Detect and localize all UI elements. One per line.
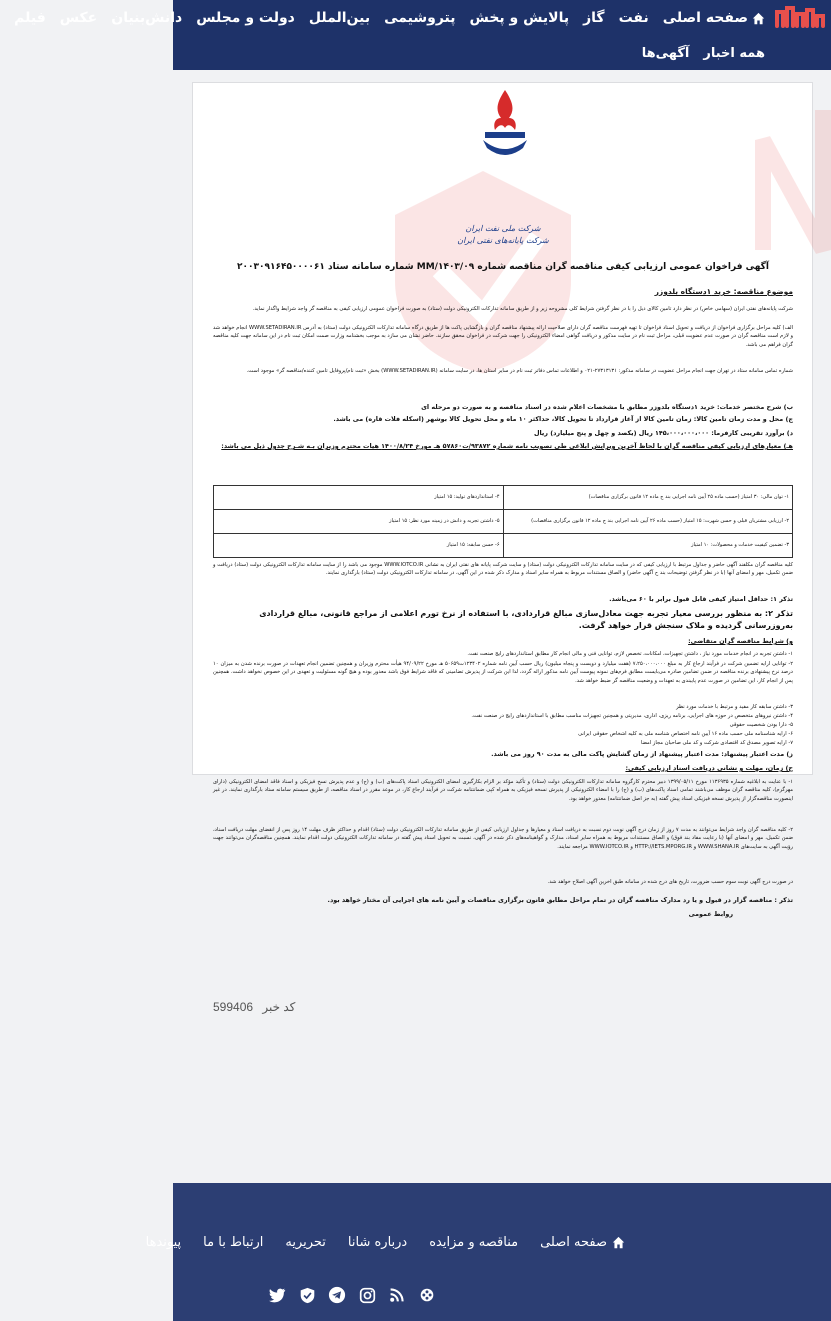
nav-gas[interactable]: گاز [583,10,605,26]
notice-he-2: ۲- کلیه مناقصه گران واجد شرایط می‌توانند به مدت ۷ روز از زمان درج آگهی نوبت دوم نسبت به دریافت اسناد و معیارها و جداول ارزیابی کیفی از طریق سامانه تدارکات الکترونیکی دولت (ستاد) اقدام و حداکثر ظرف مهلت ۱۴ روز پس از انقضای مهلت دریافت اسناد، ضمن تکمیل، مهر و امضای آنها (با رعایت مفاد بند فوق) و الصاق مستندات مربوط به همراه سایر اسناد، مدارک و گواهینامه‌های ذکر شده در آگهی، نسبت به تحویل اسناد پیش گفته در سامانه تدارکات الکترونیکی دولت اقدام نمایند. همچنین مناقصه‌گران می‌توانند جهت رؤیت آگهی به سایت‌های WWW.SHANA.IR و HTTP://IETS.MPORG.IR و WWW.IOTCO.IR مراجعه نمایند. [213,827,793,850]
notice-he-1: ۱- با عنایت به ابلاغیه شماره ۱۱۳۶۹۳۵ مورخ ۱۳۹۹/۰۵/۱۱ دبیر محترم کارگروه سامانه تدارکات الکترونیکی دولت (ستاد) و تأکید مؤکد بر الزام بکارگیری امضای الکترونیکی اسناد پاکت‌های (ب) و (ج) و عدم پذیرش نسخ فیزیکی و اسناد فاقد امضای الکترونیکی (دارای مهرگرم)، کلیه مناقصه گران موظف می‌باشند تمامی اسناد پاکت‌های (ب) و (ج) را با امضاء الکترونیکی از پذیرش نسخه فیزیکی به همراه کپی ضمانتنامه شرکت در فرآیند ارجاع کار، در موعد مقرر در اسناد مناقصه، از طریق سیستم سامانه ستاد بارگذاری نمایند. در غیر اینصورت مناقصه‌گزار از پذیرش نسخه فیزیکی اسناد پیش گفته (به جز اصل ضمانتنامه) معذور خواهد بود. [213,779,794,802]
footer-links [124,1231,831,1253]
table-cell: ۲- ارزیابی مشتریان قبلی و حسن شهرت: ۱۵ امتیاز (حسب ماده ۲۶ آیین نامه اجرایی بند ج ماده ۱۲ قانون برگزاری مناقصات) [503,510,793,534]
notice-section-he: ح) زمان، مهلت و نشانی دریافت اسناد ارزیابی کیفی: [625,764,793,772]
telegram-icon[interactable] [325,1283,349,1307]
notice-line-jim: ج) محل و مدت زمان تامین کالا: زمان تامین کالا از آغاز قرارداد تا تحویل کالا، حداکثر ۱۰ ماه و محل تحویل کالا بوشهر (اسکله فلات قاره) می باشد. [333,415,793,423]
notice-he-3: در صورت درج آگهی نوبت سوم حسب ضرورت، تاریخ های درج شده در سامانه طبق اخرین آگهی اصلاح خواهد شد. [547,879,793,885]
nav-petrochemical[interactable]: پتروشیمی [384,10,456,26]
footer-link-tenders[interactable]: مناقصه و مزایده [429,1234,519,1250]
footer-link-home[interactable]: صفحه اصلی [540,1235,625,1250]
home-icon [752,12,765,25]
site-header [14,0,831,70]
nav-international[interactable]: بین‌الملل [308,10,371,26]
notice-cond-1: ۱- داشتن تجربه در انجام خدمات مورد نیاز ، داشتن تجهیزات، امکانات، تخصص لازم، توانایی فنی و مالی انجام کار مطابق استانداردهای رایج صنعت نفت. [467,651,793,657]
table-cell: ۵- داشتن تجربه و دانش در زمینه مورد نظر: ۱۵ امتیاز [214,510,504,534]
notice-title: آگهی فراخوان عمومی ارزیابی کیفی مناقصه گران مناقصه شماره ۱۴۰۳/۰۹/MM شماره سامانه ستاد ۲۰۰۳۰۹۱۶۴۵۰۰۰۰۶۱ [237,262,769,272]
notice-cond-2: ۲- توانایی ارایه تضمین شرکت در فرآیند ارجاع کار به مبلغ ۷،۲۵۰،۰۰۰،۰۰۰ (هفت میلیارد و دویست و پنجاه میلیون) ریال حسب آیین نامه شماره ۱۲۳۴۰۲ت۵۰۶۵۹ هـ مورخ ۹۴/۰۹/۲۲ هیأت محترم وزیران و همچنین تضمین انجام تعهدات در صورت برنده شدن به میزان ۱۰ درصد نرخ پیشنهادی برنده مناقصه در ضمن تضامین صادره می‌بایست مطابق فرم‌های نمونه پیوست آیین نامه مذکور ارائه گردد، لذا این شرکت از پذیرش تضامینی که فاقد شرایط فوق باشد معذور بوده و هیچ گونه مسئولیت و تعهدی در این خصوص نخواهد داشت. همچنین پس از انجام کار، این تضامین در صورت عدم پایبندی به تعهدات و وضعیت مناقصه گر ضبط خواهد شد. [213,661,793,684]
nav-government[interactable]: دولت و مجلس [196,10,295,26]
rss-icon[interactable] [385,1283,409,1307]
nav-ads[interactable]: آگهی‌ها [641,45,690,61]
notice-line-ze: ز) مدت اعتبار پیشنهاد: مدت اعتبار پیشنهاد از زمان گشایش پاکت مالی به مدت ۹۰ روز می باشد. [491,750,793,758]
instagram-icon[interactable] [355,1283,379,1307]
nav-photo[interactable]: عکس [59,10,98,26]
notice-note-2: تذکر ۲: به منظور بررسی معیار تجربه جهت معادل‌سازی مبالغ قراردادی، با استفاده از نرخ تورم اعلامی از مراجع قانونی، مبالغ قراردادی به‌روزرسانی گردیده و ملاک سنجش قرار خواهد گرفت. [259,609,793,630]
org-name-iotc: شرکت پایانه‌های نفتی ایران [457,236,549,245]
org-name-nioc: شرکت ملی نفت ایران [465,224,541,233]
notice-signature: روابط عمومی [688,910,733,918]
notice-section-vav: و) شرایط مناقصه گران متقاضی: [688,637,793,645]
table-row [214,510,793,534]
criteria-table [213,485,793,558]
tender-notice-lower [213,730,793,1000]
secondary-nav [628,36,765,70]
aparat-icon[interactable] [415,1283,439,1307]
notice-final-note: تذکر : مناقصه گزار در قبول و یا رد مدارک مناقصه گران در تمام مراحل مطابق قانون برگزاری مناقصات و آیین نامه های اجرایی آن مختار خواهد بود. [327,896,793,904]
footer-link-about[interactable]: درباره شانا [347,1234,408,1250]
table-row [214,486,793,510]
social-icons [265,1283,445,1307]
notice-para-contact: شماره تماس سامانه ستاد در تهران جهت انجام مراحل عضویت در سامانه مذکور: ۲۷۳۱۳۱۳۱-۰۲۱ و اطلاعات تماس دفاتر ثبت نام در سایر استان ها، در سایت سامانه (WWW.SETADIRAN.IR) بخش «ثبت نام/پروفایل تامین کننده/مناقصه گر» موجود است. [246,368,793,374]
primary-nav [0,0,765,36]
nav-knowledge[interactable]: دانش‌بنیان [111,10,183,26]
nav-oil[interactable]: نفت [618,10,649,26]
notice-cond-7: ۷- ارایه تصویر مصدق کد اقتصادی شرکت و کد ملی صاحبان مجاز امضا [640,740,793,746]
notice-para-alef: الف) کلیه مراحل برگزاری فراخوان از دریافت و تحویل اسناد فراخوان تا تهیه فهرست مناقصه گران دارای صلاحیت ارائه پیشنهاد مناقصه گران و بازگشایی پاکت ها از طریق درگاه سامانه تدارکات الکترونیکی دولت (ستاد) به آدرس WWW.SETADIRAN.IR انجام خواهد شد و لازم است مناقصه گران در صورت عدم عضویت قبلی، مراحل ثبت نام در سایت مذکور و دریافت گواهی امضاء الکترونیکی را جهت شرکت در فراخوان محقق سازند. حاضر نشان می سازد به موجب بخشنامه وزارت صمت امکان ثبت نام در این سامانه جهت کلیه مناقصه گران فراهم می باشد. [213,325,793,348]
nav-refining[interactable]: پالایش و پخش [469,10,570,26]
notice-para-after-table: کلیه مناقصه گران مکلفند آگهی حاضر و جداول مرتبط با ارزیابی کیفی که در سایت سامانه تدارکات الکترونیکی دولت (ستاد) و سایت شرکت پایانه های نفتی ایران به نشانی WWW.IOTCO.IR موجود می باشد را از سایت سامانه تدارکات الکترونیکی دولت (ستاد) دریافت و ضمن تکمیل، مهر و امضای آنها (با در نظر گرفتن توضیحات بند ح آگهی حاضر) و الصاق مستندات مربوط به همراه سایر اسناد و مدارک ذکر شده در این آگهی، در سامانه تدارکات الکترونیکی دولت (ستاد) بارگذاری نمایند. [213,562,793,577]
shana-logo-mark [773,4,825,32]
news-code-value: 599406 [213,1000,254,1014]
site-footer [145,1183,831,1321]
home-icon [612,1236,625,1249]
nav-home[interactable]: صفحه اصلی [663,10,765,26]
tender-notice-image [213,90,793,730]
notice-cond-5: ۵- دارا بودن شخصیت حقوقی [729,722,793,728]
notice-line-be: ب) شرح مختصر خدمات: خرید ۱دستگاه بلدوزر مطابق با مشخصات اعلام شده در اسناد مناقصه و به صورت دو مرحله ای [421,403,793,411]
footer-link-editorial[interactable]: تحریریه [285,1234,326,1250]
table-cell: ۴- استانداردهای تولید: ۱۵ امتیاز [214,486,504,510]
footer-link-links[interactable]: پیوندها [145,1234,182,1250]
notice-intro: شرکت پایانه‌های نفتی ایران (سهامی خاص) در نظر دارد تامین کالای ذیل را با در نظر گرفتن شرایط کلی مشروحه زیر و از طریق سامانه تدارکات الکترونیکی دولت (ستاد) به صورت فراخوان عمومی ارزیابی کیفی به مناقصه گر واجد شرایط واگذار نماید. [252,306,793,312]
notice-cond-6: ۶- ارایه شناسنامه ملی حسب ماده ۱۶ آیین نامه اختصاص شناسه ملی به کلیه اشخاص حقوقی ایرانی [578,731,793,737]
twitter-icon[interactable] [265,1283,289,1307]
notice-cond-4: ۴- داشتن نیروهای متخصص در حوزه های اجرایی، برنامه ریزی، اداری، مدیریتی و همچنین تجهیزات مناسب مطابق با استانداردهای رایج در صنعت نفت. [471,713,793,719]
notice-note-1: تذکر ۱: حداقل امتیاز کیفی قابل قبول برابر با ۶۰ می‌باشد. [609,595,793,603]
shana-logo[interactable] [773,4,825,32]
notice-line-dal: د) برآورد تقریبی کارفرما: ۱۴۵،۰۰۰،۰۰۰،۰۰۰ ریال (یکصد و چهل و پنج میلیارد) ریال [533,429,793,437]
table-cell: ۳- تضمین کیفیت خدمات و محصولات: ۱۰ امتیاز [503,534,793,558]
table-cell: ۶- حسن سابقه: ۱۵ امتیاز [214,534,504,558]
nav-video[interactable]: فیلم [14,10,46,26]
news-code-label: کد خبر [262,1000,296,1014]
table-cell: ۱- توان مالی: ۳۰ امتیاز (حسب ماده ۲۵ آیین نامه اجرایی بند ج ماده ۱۲ قانون برگزاری مناقصات) [503,486,793,510]
eitaa-icon[interactable] [295,1283,319,1307]
notice-subject: موضوع مناقصه: خرید ۱دستگاه بلدوزر [654,287,793,296]
watermark-letter-icon [753,100,831,260]
notice-line-he: هـ) معیارهای ارزیابی کیفی مناقصه گران با لحاظ آخرین ویرایش ابلاغی طی تصویب نامه شماره ۹۳۸۷۲/ت۵۷۸۶۰ هـ مورخ ۱۴۰۰/۸/۲۴ هیات محترم وزیران بـه شـرح جدول ذیل می باشد: [221,442,793,450]
notice-cond-3: ۳- داشتن سابقه کار مفید و مرتبط با خدمات مورد نظر [676,704,793,710]
table-row [214,534,793,558]
news-code [213,1000,295,1014]
nav-all-news[interactable]: همه اخبار [703,45,765,61]
footer-link-contact[interactable]: ارتباط با ما [203,1234,264,1250]
